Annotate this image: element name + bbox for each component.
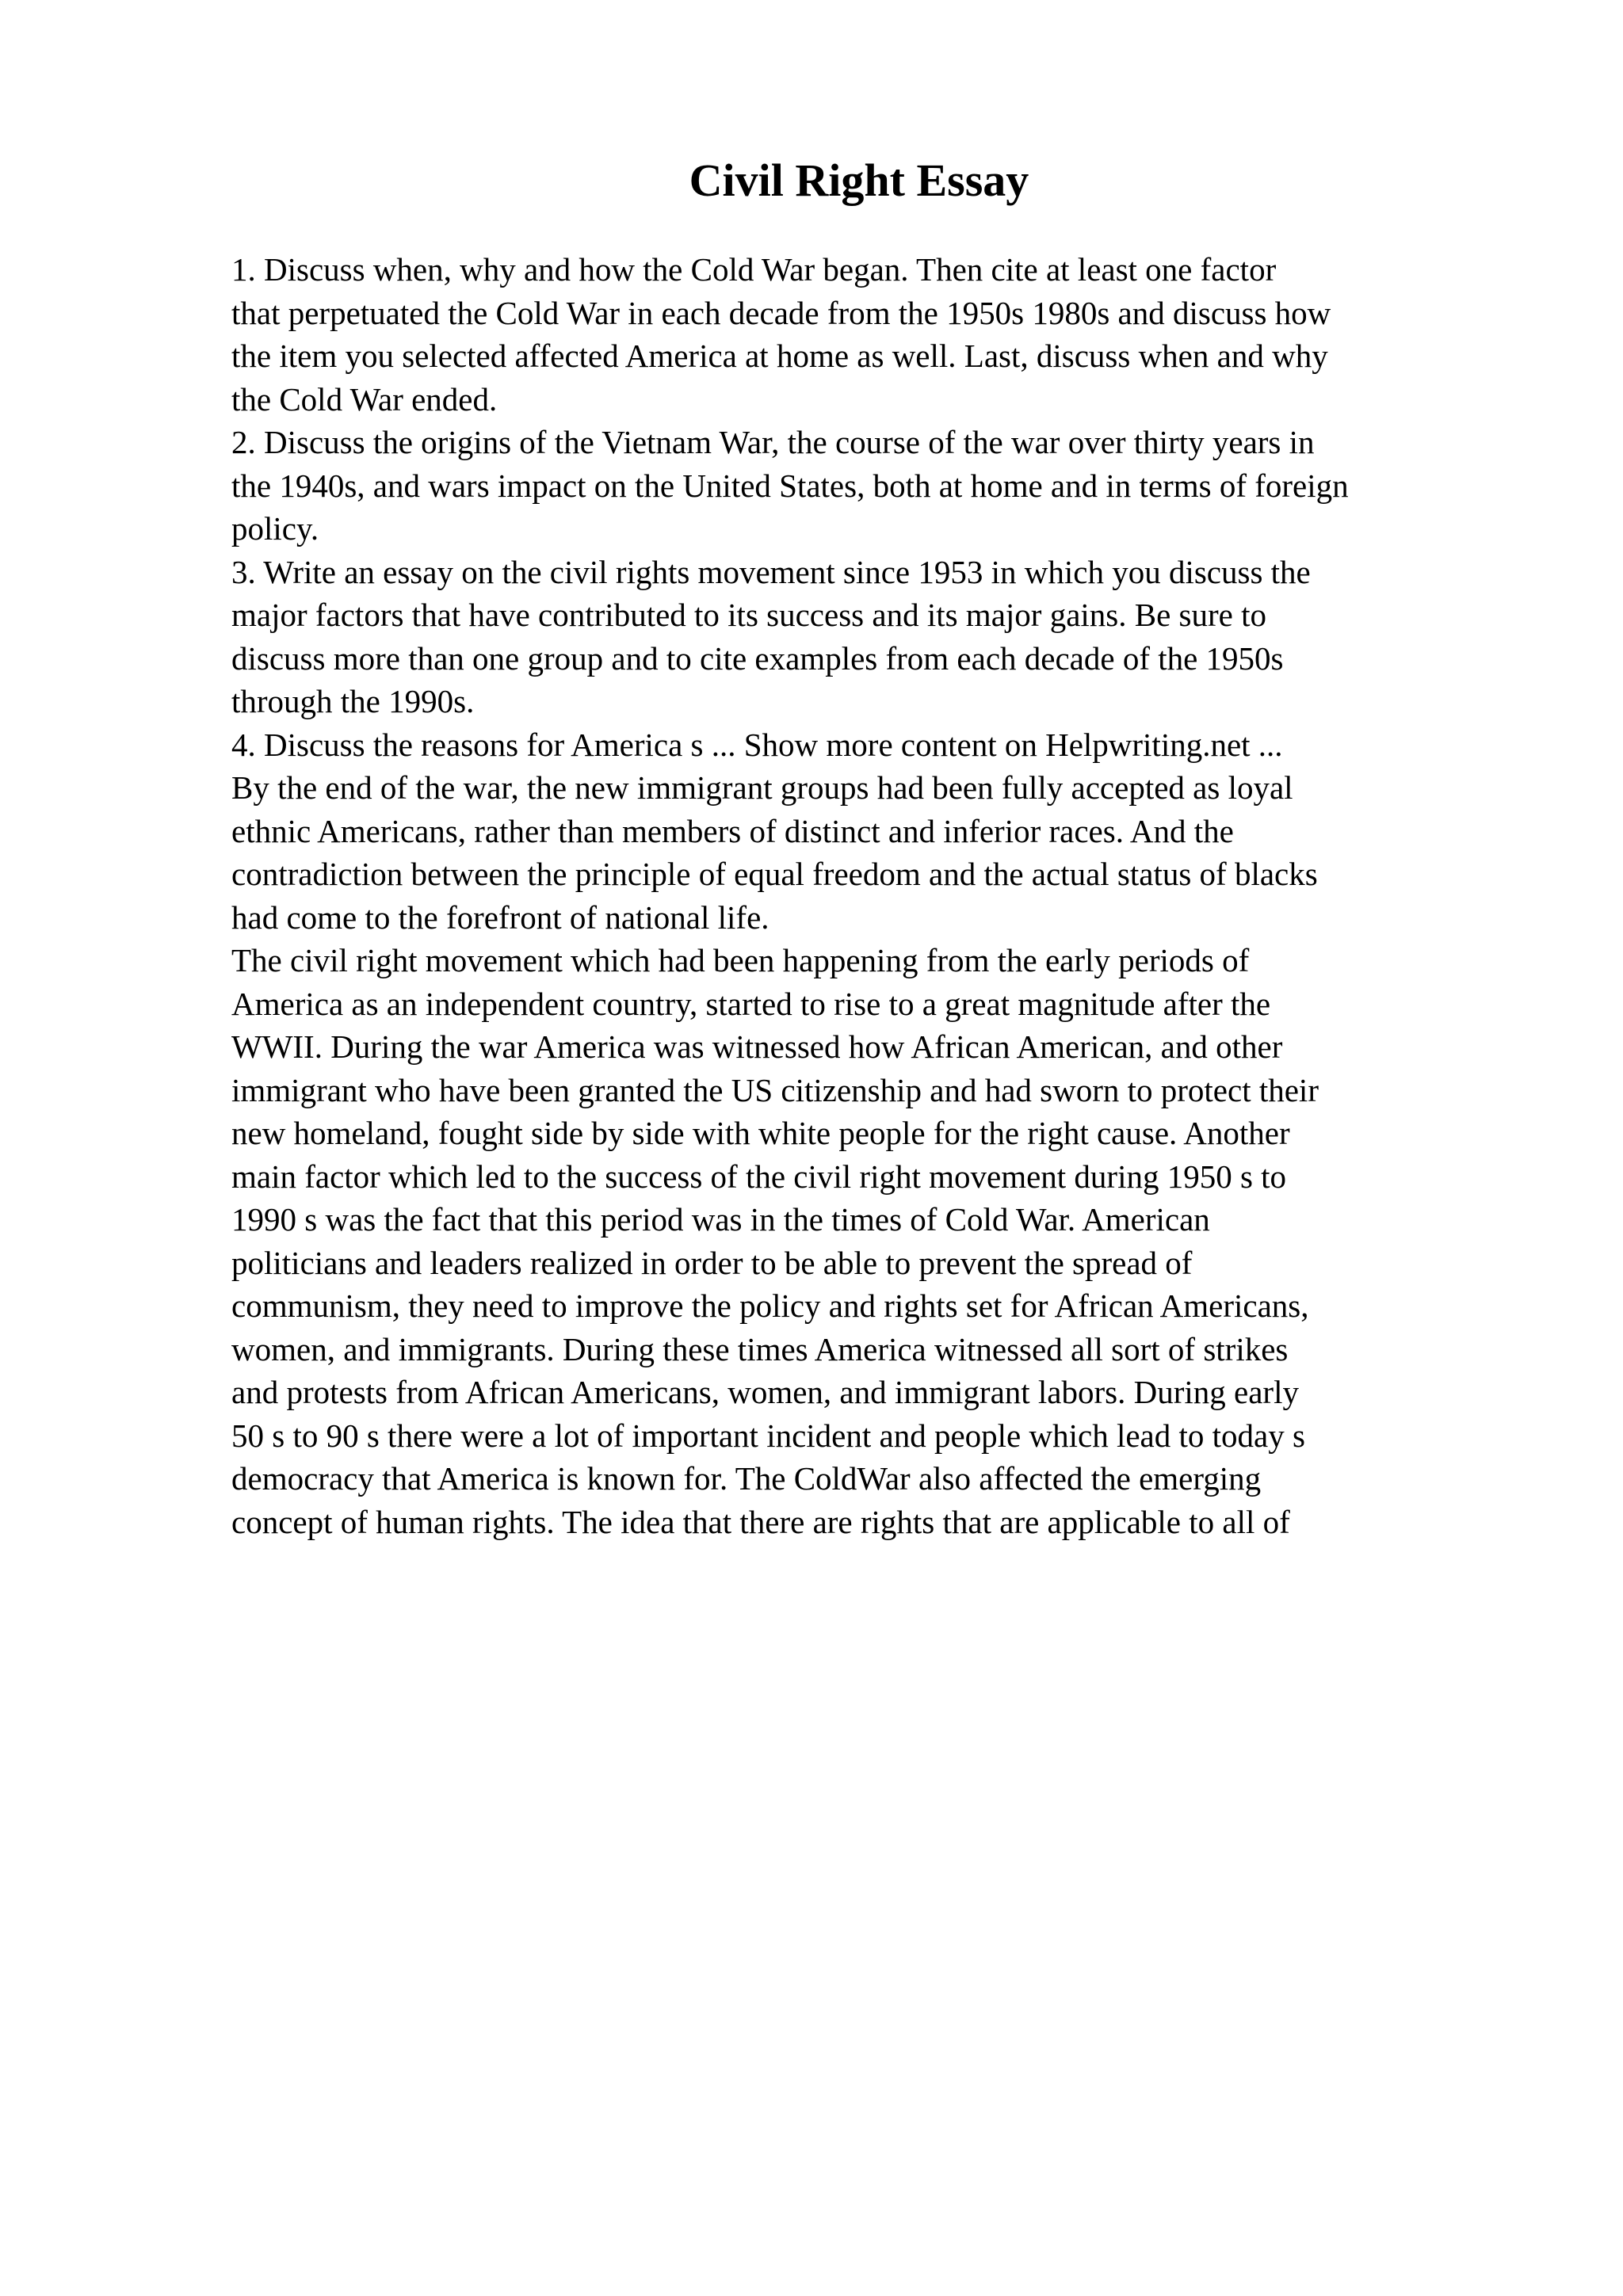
text-line: America as an independent country, started to rise to a great magnitude after the bbox=[231, 985, 1271, 1022]
text-line: the item you selected affected America at home as well. Last, discuss when and why bbox=[231, 338, 1328, 374]
text-line: 4. Discuss the reasons for America s ... Show more content on Helpwriting.net ... bbox=[231, 726, 1283, 763]
text-line: and protests from African Americans, women, and immigrant labors. During early bbox=[231, 1374, 1299, 1410]
text-line: ethnic Americans, rather than members of distinct and inferior races. And the bbox=[231, 812, 1234, 849]
text-line: policy. bbox=[231, 510, 319, 547]
text-line: major factors that have contributed to its success and its major gains. Be sure to bbox=[231, 597, 1266, 633]
text-line: 50 s to 90 s there were a lot of important incident and people which lead to today s bbox=[231, 1417, 1305, 1454]
document-body bbox=[231, 248, 1602, 1543]
text-line: women, and immigrants. During these times America witnessed all sort of strikes bbox=[231, 1330, 1289, 1367]
text-line: communism, they need to improve the policy and rights set for African Americans, bbox=[231, 1287, 1309, 1324]
text-line: 1. Discuss when, why and how the Cold War began. Then cite at least one factor bbox=[231, 251, 1277, 288]
text-line: had come to the forefront of national life. bbox=[231, 898, 769, 936]
text-line: concept of human rights. The idea that there are rights that are applicable to all of bbox=[231, 1503, 1290, 1540]
text-line: immigrant who have been granted the US citizenship and had sworn to protect their bbox=[231, 1071, 1319, 1108]
text-line: WWII. During the war America was witnessed how African American, and other bbox=[231, 1028, 1283, 1065]
text-line: The civil right movement which had been happening from the early periods of bbox=[231, 942, 1250, 978]
text-line: the Cold War ended. bbox=[231, 380, 498, 418]
text-line: 1990 s was the fact that this period was in the times of Cold War. American bbox=[231, 1201, 1210, 1238]
document-title: Civil Right Essay bbox=[689, 154, 1029, 206]
text-line: 2. Discuss the origins of the Vietnam War, the course of the war over thirty years in bbox=[231, 424, 1315, 460]
text-line: that perpetuated the Cold War in each decade from the 1950s 1980s and discuss how bbox=[231, 294, 1331, 331]
text-line: main factor which led to the success of the civil right movement during 1950 s to bbox=[231, 1158, 1287, 1195]
text-line: politicians and leaders realized in order to be able to prevent the spread of bbox=[231, 1244, 1193, 1281]
text-line: democracy that America is known for. The ColdWar also affected the emerging bbox=[231, 1460, 1262, 1497]
text-line: 3. Write an essay on the civil rights movement since 1953 in which you discuss the bbox=[231, 553, 1311, 590]
text-line: discuss more than one group and to cite examples from each decade of the 1950s bbox=[231, 639, 1284, 677]
text-line: through the 1990s. bbox=[231, 683, 475, 719]
text-line: the 1940s, and wars impact on the United States, both at home and in terms of foreign bbox=[231, 467, 1349, 504]
text-line: By the end of the war, the new immigrant groups had been fully accepted as loyal bbox=[231, 769, 1293, 806]
text-line: contradiction between the principle of equal freedom and the actual status of blacks bbox=[231, 856, 1318, 892]
text-line: new homeland, fought side by side with white people for the right cause. Another bbox=[231, 1115, 1290, 1151]
